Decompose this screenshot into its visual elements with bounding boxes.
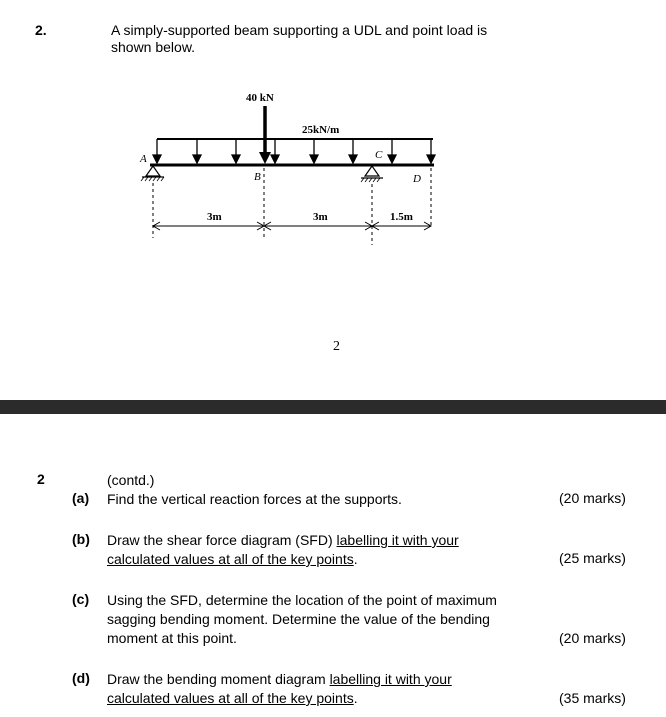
label-c: C	[375, 149, 383, 161]
question-number: 2.	[35, 22, 47, 38]
dimension-guides	[153, 168, 431, 245]
question-number-cont: 2	[37, 471, 45, 487]
part-b-label: (b)	[72, 531, 90, 547]
part-b-text: Draw the shear force diagram (SFD) labelling it with your calculated values at all of the key points.	[107, 532, 459, 567]
part-a-marks: (20 marks)	[559, 490, 626, 506]
part-d-label: (d)	[72, 670, 90, 686]
label-a: A	[140, 153, 147, 165]
udl-arrows	[153, 139, 435, 163]
part-c-label: (c)	[72, 591, 90, 607]
part-a-label: (a)	[72, 490, 90, 506]
question-intro-line2: shown below.	[111, 39, 196, 55]
point-load-arrowhead	[259, 152, 271, 164]
part-c-text: Using the SFD, determine the location of the point of maximum sagging bending moment. Determine the value of the bending moment at this point.	[107, 592, 497, 646]
part-a-text: Find the vertical reaction forces at the supports.	[107, 491, 402, 507]
dim-ab: 3m	[207, 211, 222, 223]
question-intro-line1: A simply-supported beam supporting a UDL and point load is	[111, 22, 488, 38]
part-d-text: Draw the bending moment diagram labelling it with your calculated values at all of the key points.	[107, 671, 452, 706]
page-divider	[0, 400, 666, 414]
label-d: D	[413, 173, 421, 185]
point-load-label: 40 kN	[246, 92, 274, 104]
support-a	[146, 166, 160, 176]
part-b-marks: (25 marks)	[559, 550, 626, 566]
contd-label: (contd.)	[107, 472, 155, 488]
part-d-marks: (35 marks)	[559, 690, 626, 706]
dim-bc: 3m	[313, 211, 328, 223]
label-b: B	[254, 171, 261, 183]
part-c-marks: (20 marks)	[559, 630, 626, 646]
page-number: 2	[333, 339, 340, 354]
support-c	[365, 166, 379, 176]
dim-cd: 1.5m	[390, 211, 413, 223]
udl-label: 25kN/m	[302, 124, 340, 136]
